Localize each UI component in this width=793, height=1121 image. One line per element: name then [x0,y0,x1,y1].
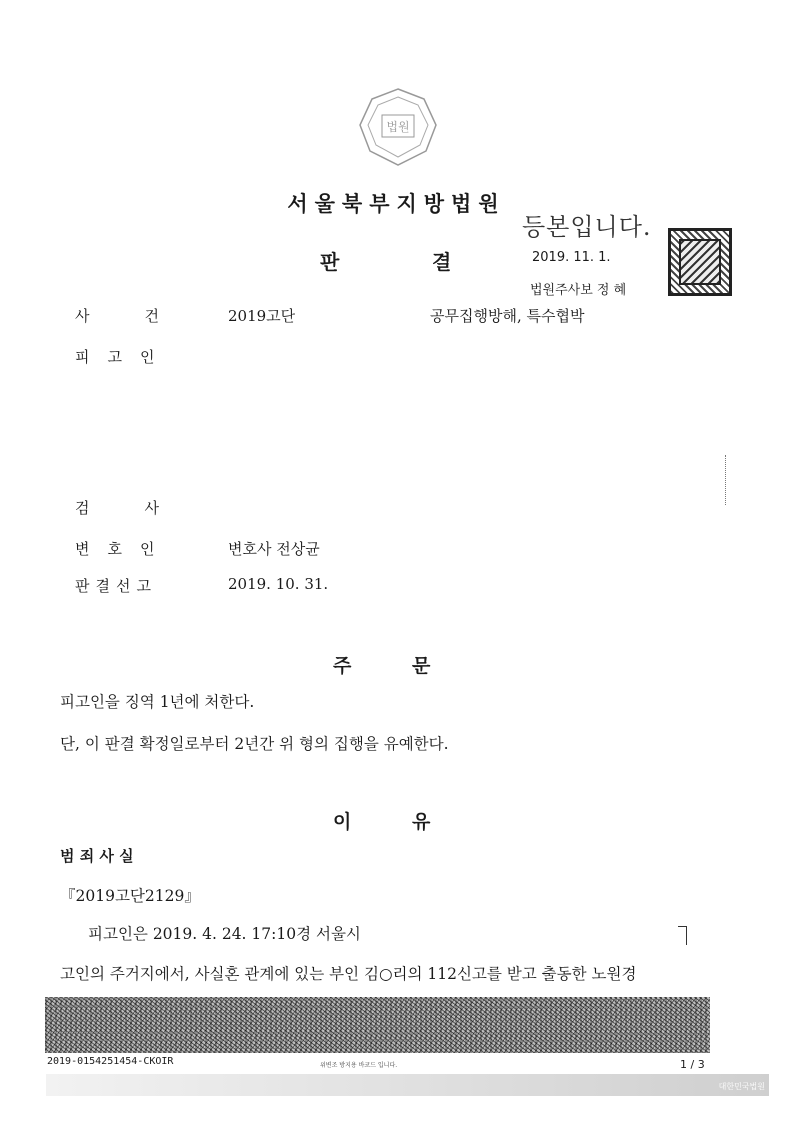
svg-text:법원: 법원 [386,120,410,134]
certification-clerk: 법원주사보 정 혜 [530,283,627,298]
defendant-label: 피고인 [75,348,173,366]
reason-title-right: 유 [412,811,431,833]
counsel-label: 변호인 [75,540,173,558]
order-line-1: 피고인을 징역 1년에 처한다. [60,693,255,711]
official-seal-icon [668,228,732,296]
page-number: 1 / 3 [680,1058,705,1071]
facts-paragraph-line-1: 피고인은 2019. 4. 24. 17:10경 서울시 [88,925,361,943]
reason-title-left: 이 [333,811,352,833]
counsel-value: 변호사 전상균 [228,540,320,558]
order-line-2: 단, 이 판결 확정일로부터 2년간 위 형의 집행을 유예한다. [60,735,449,753]
document-id: 2019-0154251454-CKOIR [47,1056,174,1067]
sentence-date-value: 2019. 10. 31. [228,575,329,593]
court-name: 서울북부지방법원 [287,192,506,216]
case-name: 공무집행방해, 특수협박 [430,307,585,325]
barcode-note: 위변조 방지용 바코드 입니다. [320,1062,398,1069]
certification-date: 2019. 11. 1. [532,250,611,265]
order-title-right: 문 [412,655,431,677]
judgment-title-left: 판 [320,250,340,274]
anti-forgery-barcode [45,997,710,1053]
sentence-date-label: 판결선고 [75,577,157,595]
redaction-mark [678,926,687,945]
judgment-title-right: 결 [432,250,452,274]
footer-court-name: 대한민국법원 [718,1082,765,1091]
margin-marks [725,455,728,505]
court-emblem-icon [356,85,440,169]
prosecutor-label: 검 사 [75,499,159,517]
facts-paragraph-line-2: 고인의 주거지에서, 사실혼 관계에 있는 부인 김○리의 112신고를 받고 출동한 노원경 [60,965,637,983]
case-number: 2019고단 [228,307,296,325]
case-reference: 『2019고단2129』 [60,887,200,905]
footer-band [46,1074,769,1096]
facts-subheading: 범 죄 사 실 [60,847,134,865]
case-label: 사 건 [75,307,159,325]
certified-copy-handwriting: 등본입니다. [522,213,652,241]
order-title-left: 주 [333,655,352,677]
